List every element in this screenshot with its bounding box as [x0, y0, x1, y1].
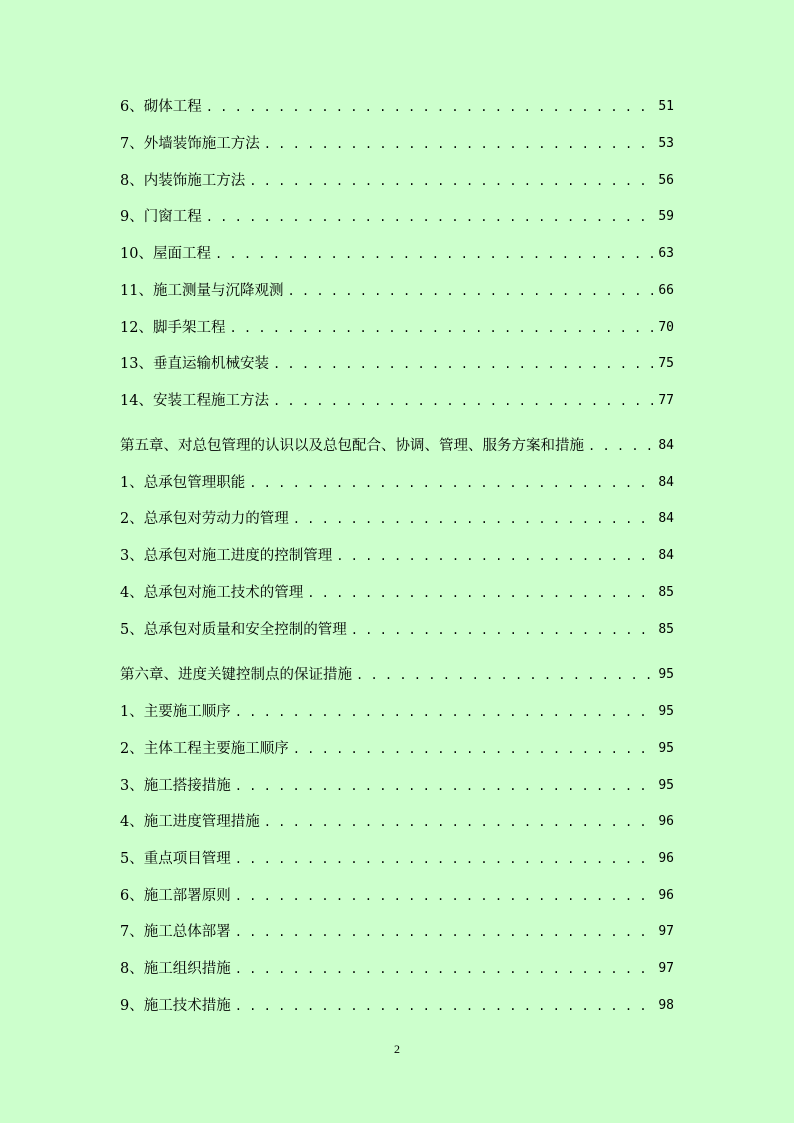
toc-entry-title: 9、施工技术措施 [120, 995, 235, 1017]
toc-entry-title: 14、安装工程施工方法 [120, 390, 273, 412]
toc-entry-page: 96 [654, 811, 674, 833]
toc-entry-title: 1、总承包管理职能 [120, 472, 249, 494]
toc-entry[interactable] [120, 921, 674, 943]
toc-entry-title: 12、脚手架工程 [120, 317, 229, 339]
toc-entry-title: 3、总承包对施工进度的控制管理 [120, 545, 336, 567]
toc-entry[interactable] [120, 775, 674, 797]
toc-entry-title: 第五章、对总包管理的认识以及总包配合、协调、管理、服务方案和措施 [120, 435, 588, 457]
toc-dot-leader [307, 582, 654, 604]
toc-entry[interactable] [120, 206, 674, 228]
toc-entry-title: 11、施工测量与沉降观测 [120, 280, 287, 302]
toc-entry-page: 84 [654, 508, 674, 530]
toc-entry-page: 70 [654, 317, 674, 339]
toc-entry[interactable] [120, 243, 674, 265]
toc-dot-leader [264, 811, 655, 833]
toc-dot-leader [206, 206, 655, 228]
toc-dot-leader [273, 390, 654, 412]
toc-entry[interactable] [120, 353, 674, 375]
toc-entry-page: 95 [654, 775, 674, 797]
toc-chapter-entry[interactable] [120, 664, 674, 686]
toc-entry-page: 75 [654, 353, 674, 375]
toc-dot-leader [206, 96, 655, 118]
toc-entry[interactable] [120, 885, 674, 907]
toc-entry-title: 2、主体工程主要施工顺序 [120, 738, 293, 760]
toc-entry-title: 4、施工进度管理措施 [120, 811, 264, 833]
toc-entry-page: 85 [654, 619, 674, 641]
toc-dot-leader [264, 133, 655, 155]
toc-dot-leader [235, 701, 655, 723]
toc-dot-leader [351, 619, 655, 641]
toc-entry[interactable] [120, 848, 674, 870]
toc-entry-title: 3、施工搭接措施 [120, 775, 235, 797]
toc-entry-page: 59 [654, 206, 674, 228]
toc-entry-title: 9、门窗工程 [120, 206, 206, 228]
toc-entry[interactable] [120, 958, 674, 980]
toc-entry-title: 1、主要施工顺序 [120, 701, 235, 723]
toc-entry-title: 第六章、进度关键控制点的保证措施 [120, 664, 356, 686]
toc-entry[interactable] [120, 170, 674, 192]
toc-dot-leader [215, 243, 654, 265]
toc-chapter-entry[interactable] [120, 435, 674, 457]
toc-entry-page: 56 [654, 170, 674, 192]
toc-entry-title: 10、屋面工程 [120, 243, 215, 265]
toc-entry-page: 51 [654, 96, 674, 118]
toc-entry[interactable] [120, 995, 674, 1017]
toc-entry[interactable] [120, 619, 674, 641]
toc-dot-leader [249, 170, 654, 192]
toc-entry-page: 84 [654, 435, 674, 457]
toc-dot-leader [229, 317, 654, 339]
toc-dot-leader [293, 738, 655, 760]
toc-entry-page: 95 [654, 664, 674, 686]
toc-entry[interactable] [120, 280, 674, 302]
toc-dot-leader [273, 353, 654, 375]
toc-dot-leader [293, 508, 655, 530]
toc-entry-page: 53 [654, 133, 674, 155]
toc-dot-leader [235, 775, 655, 797]
toc-entry-title: 6、砌体工程 [120, 96, 206, 118]
toc-dot-leader [235, 995, 655, 1017]
toc-entry[interactable] [120, 317, 674, 339]
toc-dot-leader [235, 885, 655, 907]
toc-dot-leader [588, 435, 654, 457]
toc-entry-page: 63 [654, 243, 674, 265]
toc-entry-title: 6、施工部署原则 [120, 885, 235, 907]
toc-entry-title: 4、总承包对施工技术的管理 [120, 582, 307, 604]
toc-entry-page: 96 [654, 885, 674, 907]
toc-entry[interactable] [120, 390, 674, 412]
toc-entry-page: 66 [654, 280, 674, 302]
toc-entry-title: 8、施工组织措施 [120, 958, 235, 980]
toc-dot-leader [356, 664, 654, 686]
toc-entry-title: 5、重点项目管理 [120, 848, 235, 870]
toc-entry-page: 85 [654, 582, 674, 604]
toc-entry-page: 84 [654, 545, 674, 567]
toc-dot-leader [235, 921, 655, 943]
toc-entry-page: 84 [654, 472, 674, 494]
toc-entry[interactable] [120, 96, 674, 118]
toc-entry[interactable] [120, 472, 674, 494]
toc-dot-leader [235, 958, 655, 980]
toc-entry-page: 96 [654, 848, 674, 870]
toc-dot-leader [336, 545, 654, 567]
toc-entry-title: 2、总承包对劳动力的管理 [120, 508, 293, 530]
toc-entry-title: 7、施工总体部署 [120, 921, 235, 943]
page-number: 2 [394, 1042, 400, 1056]
toc-entry-title: 13、垂直运输机械安装 [120, 353, 273, 375]
toc-entry[interactable] [120, 811, 674, 833]
toc-entry[interactable] [120, 701, 674, 723]
toc-entry-title: 5、总承包对质量和安全控制的管理 [120, 619, 351, 641]
toc-entry-title: 8、内装饰施工方法 [120, 170, 249, 192]
toc-entry-page: 98 [654, 995, 674, 1017]
toc-entry[interactable] [120, 582, 674, 604]
toc-dot-leader [287, 280, 654, 302]
toc-entry-page: 97 [654, 921, 674, 943]
toc-entry-page: 95 [654, 701, 674, 723]
toc-dot-leader [235, 848, 655, 870]
toc-entry-page: 77 [654, 390, 674, 412]
toc-entry-page: 95 [654, 738, 674, 760]
toc-entry-page: 97 [654, 958, 674, 980]
toc-entry-title: 7、外墙装饰施工方法 [120, 133, 264, 155]
toc-entry[interactable] [120, 738, 674, 760]
toc-entry[interactable] [120, 133, 674, 155]
toc-entry[interactable] [120, 508, 674, 530]
toc-dot-leader [249, 472, 654, 494]
toc-entry[interactable] [120, 545, 674, 567]
